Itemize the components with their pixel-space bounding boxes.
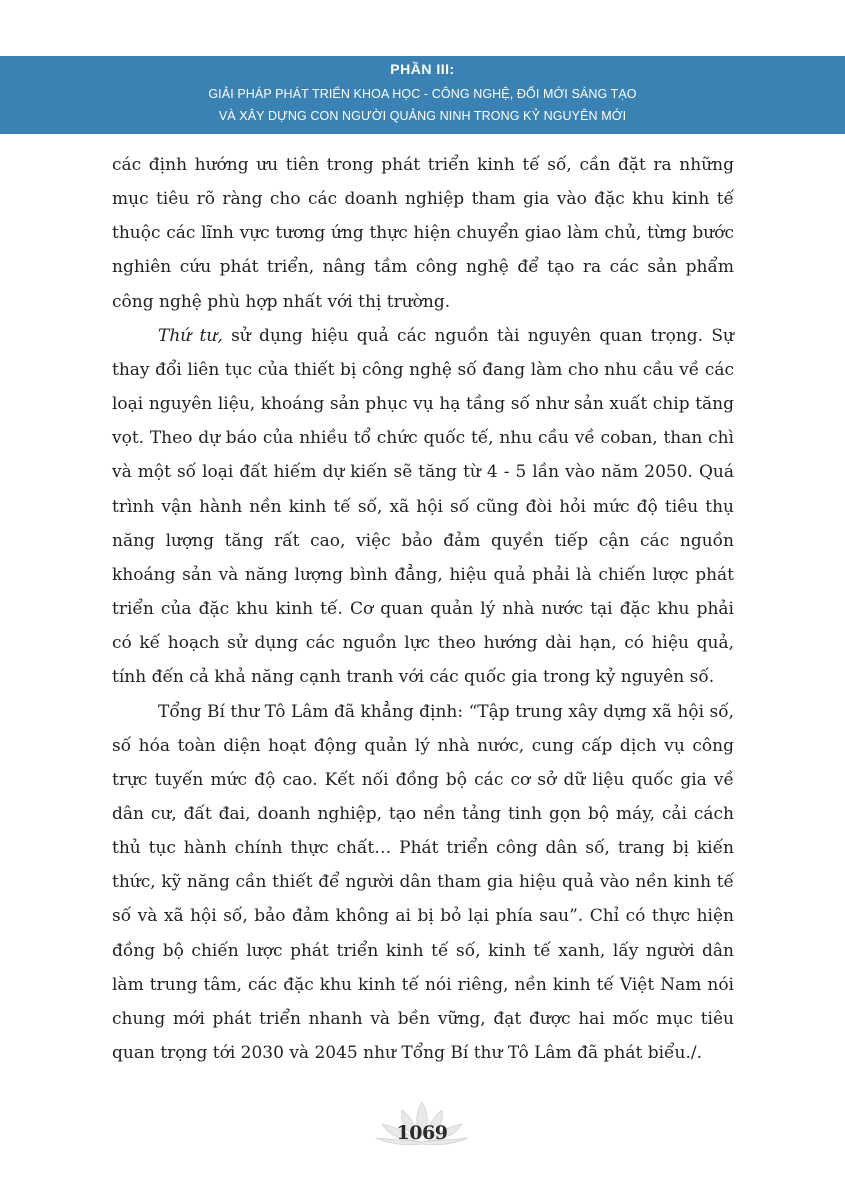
page-footer (372, 1100, 472, 1152)
chapter-part-label: PHẦN III: (390, 61, 455, 77)
paragraph-quote: Tổng Bí thư Tô Lâm đã khẳng định: “Tập trung xây dựng xã hội số, số hóa toàn diện hoạt động quản lý nhà nước, cung cấp dịch vụ công trực tuyến mức độ cao. Kết nối đồng bộ các cơ sở dữ liệu quốc gia về dân cư, đất đai, doanh nghiệp, tạo nền tảng tinh gọn bộ máy, cải cách thủ tục hành chính thực chất… Phát triển công dân số, trang bị kiến thức, kỹ năng cần thiết để người dân tham gia hiệu quả vào nền kinh tế số và xã hội số, bảo đảm không ai bị bỏ lại phía sau”. Chỉ có thực hiện đồng bộ chiến lược phát triển kinh tế số, kinh tế xanh, lấy người dân làm trung tâm, các đặc khu kinh tế nói riêng, nền kinh tế Việt Nam nói chung mới phát triển nhanh và bền vững, đạt được hai mốc mục tiêu quan trọng tới 2030 và 2045 như Tổng Bí thư Tô Lâm đã phát biểu./. (112, 701, 734, 1064)
chapter-title-line-2: VÀ XÂY DỰNG CON NGƯỜI QUẢNG NINH TRONG KỶ NGUYÊN MỚI (218, 109, 627, 123)
chapter-title-line-1: GIẢI PHÁP PHÁT TRIỂN KHOA HỌC - CÔNG NGHỆ, ĐỔI MỚI SÁNG TẠO (208, 87, 637, 101)
paragraph-fourth-point (112, 319, 734, 695)
paragraph-lead-italic: Thứ tư, (158, 325, 223, 346)
paragraph-continued: các định hướng ưu tiên trong phát triển kinh tế số, cần đặt ra những mục tiêu rõ ràng cho các doanh nghiệp tham gia vào đặc khu kinh tế thuộc các lĩnh vực tương ứng thực hiện chuyển giao làm chủ, từng bước nghiên cứu phát triển, nâng tầm công nghệ để tạo ra các sản phẩm công nghệ phù hợp nhất với thị trường. (112, 155, 734, 312)
paragraph-fourth-point-text: sử dụng hiệu quả các nguồn tài nguyên quan trọng. Sự thay đổi liên tục của thiết bị công nghệ số đang làm cho nhu cầu về các loại nguyên liệu, khoáng sản phục vụ hạ tầng số như sản xuất chip tăng vọt. Theo dự báo của nhiều tổ chức quốc tế, nhu cầu về coban, than chì và một số loại đất hiếm dự kiến sẽ tăng từ 4 - 5 lần vào năm 2050. Quá trình vận hành nền kinh tế số, xã hội số cũng đòi hỏi mức độ tiêu thụ năng lượng tăng rất cao, việc bảo đảm quyền tiếp cận các nguồn khoáng sản và năng lượng bình đẳng, hiệu quả phải là chiến lược phát triển của đặc khu kinh tế. Cơ quan quản lý nhà nước tại đặc khu phải có kế hoạch sử dụng các nguồn lực theo hướng dài hạn, có hiệu quả, tính đến cả khả năng cạnh tranh với các quốc gia trong kỷ nguyên số. (112, 325, 734, 688)
page-number: 1069 (396, 1122, 448, 1144)
body-text (112, 148, 734, 1070)
chapter-header-band (0, 56, 845, 134)
